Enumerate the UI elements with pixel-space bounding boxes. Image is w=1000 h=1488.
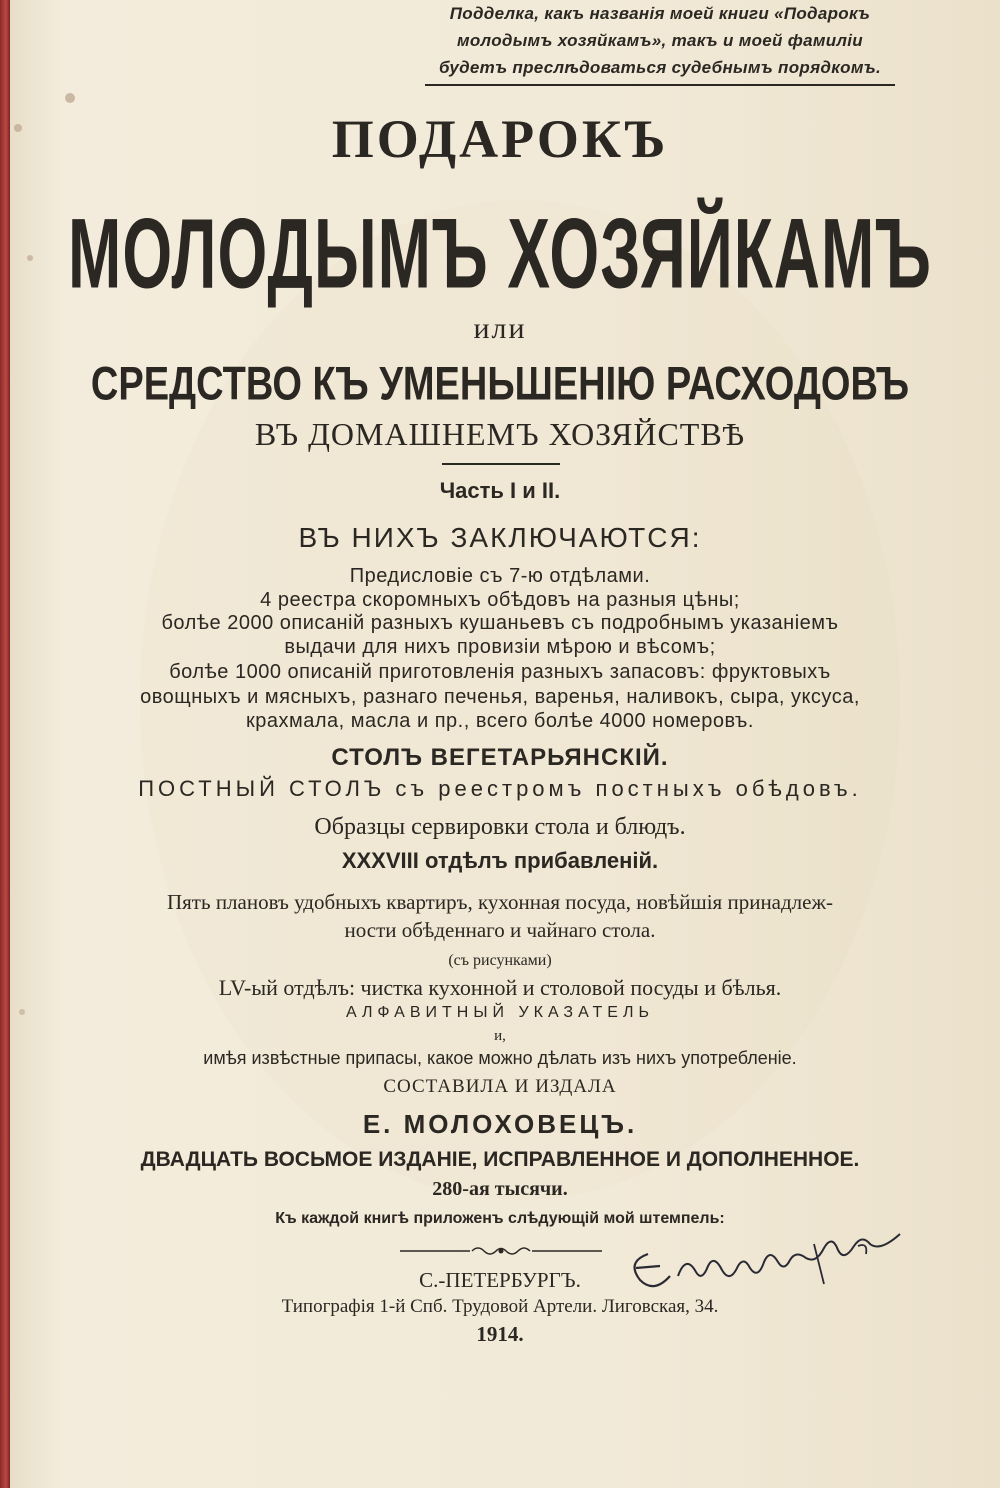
supplies-line: имѣя извѣстные припасы, какое можно дѣлать изъ нихъ употребленіе. bbox=[203, 1048, 797, 1068]
plans-line-1: Пять плановъ удобныхъ квартиръ, кухонная посуда, новѣйшія принадлеж- bbox=[166, 890, 833, 914]
with-pictures-note: (съ рисунками) bbox=[448, 952, 552, 969]
lenten-section: ПОСТНЫЙ СТОЛЪ съ реестромъ постныхъ обѣдовъ. bbox=[138, 776, 862, 801]
divider-rule bbox=[442, 463, 560, 465]
notice-line-1: Подделка, какъ названія моей книги «Подарокъ bbox=[449, 4, 871, 23]
alphabetical-index: АЛФАВИТНЫЙ УКАЗАТЕЛЬ bbox=[346, 1004, 654, 1021]
counterfeit-notice bbox=[425, 0, 895, 86]
notice-line-2: молодымъ хозяйкамъ», такъ и моей фамиліи bbox=[457, 31, 863, 50]
subtitle-line-2: ВЪ ДОМАШНЕМЪ ХОЗЯЙСТВѢ bbox=[254, 416, 746, 452]
title-line-1: ПОДАРОКЪ bbox=[331, 109, 669, 169]
edition-line: ДВАДЦАТЬ ВОСЬМОЕ ИЗДАНІЕ, ИСПРАВЛЕННОЕ И ДОПОЛНЕННОЕ. bbox=[140, 1148, 860, 1171]
print-run: 280-ая тысячи. bbox=[432, 1178, 568, 1200]
stamp-note: Къ каждой книгѣ приложенъ слѣдующій мой штемпель: bbox=[275, 1210, 725, 1227]
ornament-divider bbox=[400, 1244, 602, 1258]
compiled-by: СОСТАВИЛА И ИЗДАЛА bbox=[383, 1076, 617, 1097]
contents-line: болѣе 1000 описаній приготовленія разныхъ запасовъ: фруктовыхъ bbox=[169, 661, 831, 683]
imprint-year: 1914. bbox=[476, 1322, 524, 1346]
imprint-printer: Типографія 1-й Спб. Трудовой Артели. Лиговская, 34. bbox=[281, 1296, 719, 1317]
contents-line: крахмала, масла и пр., всего болѣе 4000 номеровъ. bbox=[245, 710, 754, 732]
parts-label: Часть I и II. bbox=[439, 478, 561, 503]
title-line-2: МОЛОДЫМЪ ХОЗЯЙКАМЪ bbox=[68, 197, 932, 310]
notice-line-3: будетъ преслѣдоваться судебнымъ порядкомъ. bbox=[438, 58, 882, 77]
imprint-city: С.-ПЕТЕРБУРГЪ. bbox=[419, 1268, 581, 1292]
contents-line: 4 реестра скоромныхъ обѣдовъ на разныя цѣны; bbox=[260, 589, 740, 611]
contents-line: овощныхъ и мясныхъ, разнаго печенья, варенья, наливокъ, сыра, уксуса, bbox=[140, 686, 860, 708]
samples-section: Образцы сервировки стола и блюдъ. bbox=[314, 814, 686, 840]
plans-line-2: ности обѣденнаго и чайнаго стола. bbox=[344, 918, 656, 942]
subtitle-line-1: СРЕДСТВО КЪ УМЕНЬШЕНІЮ РАСХОДОВЪ bbox=[90, 358, 910, 411]
supplements-section: XXXVIII отдѣлъ прибавленій. bbox=[341, 848, 659, 873]
vegetarian-section: СТОЛЪ ВЕГЕТАРЬЯНСКІЙ. bbox=[331, 744, 669, 771]
lv-section: LV-ый отдѣлъ: чистка кухонной и столовой посуды и бѣлья. bbox=[218, 975, 782, 1000]
contents-line: Предисловіе съ 7-ю отдѣлами. bbox=[349, 565, 651, 587]
conjunction: и, bbox=[494, 1028, 506, 1044]
author-name: Е. МОЛОХОВЕЦЪ. bbox=[362, 1109, 638, 1139]
title-or: или bbox=[473, 312, 527, 345]
contents-line: выдачи для нихъ провизіи мѣрою и вѣсомъ; bbox=[284, 636, 716, 658]
contents-heading: ВЪ НИХЪ ЗАКЛЮЧАЮТСЯ: bbox=[298, 522, 702, 553]
contents-line: болѣе 2000 описаній разныхъ кушаньевъ съ подробнымъ указаніемъ bbox=[161, 612, 839, 634]
